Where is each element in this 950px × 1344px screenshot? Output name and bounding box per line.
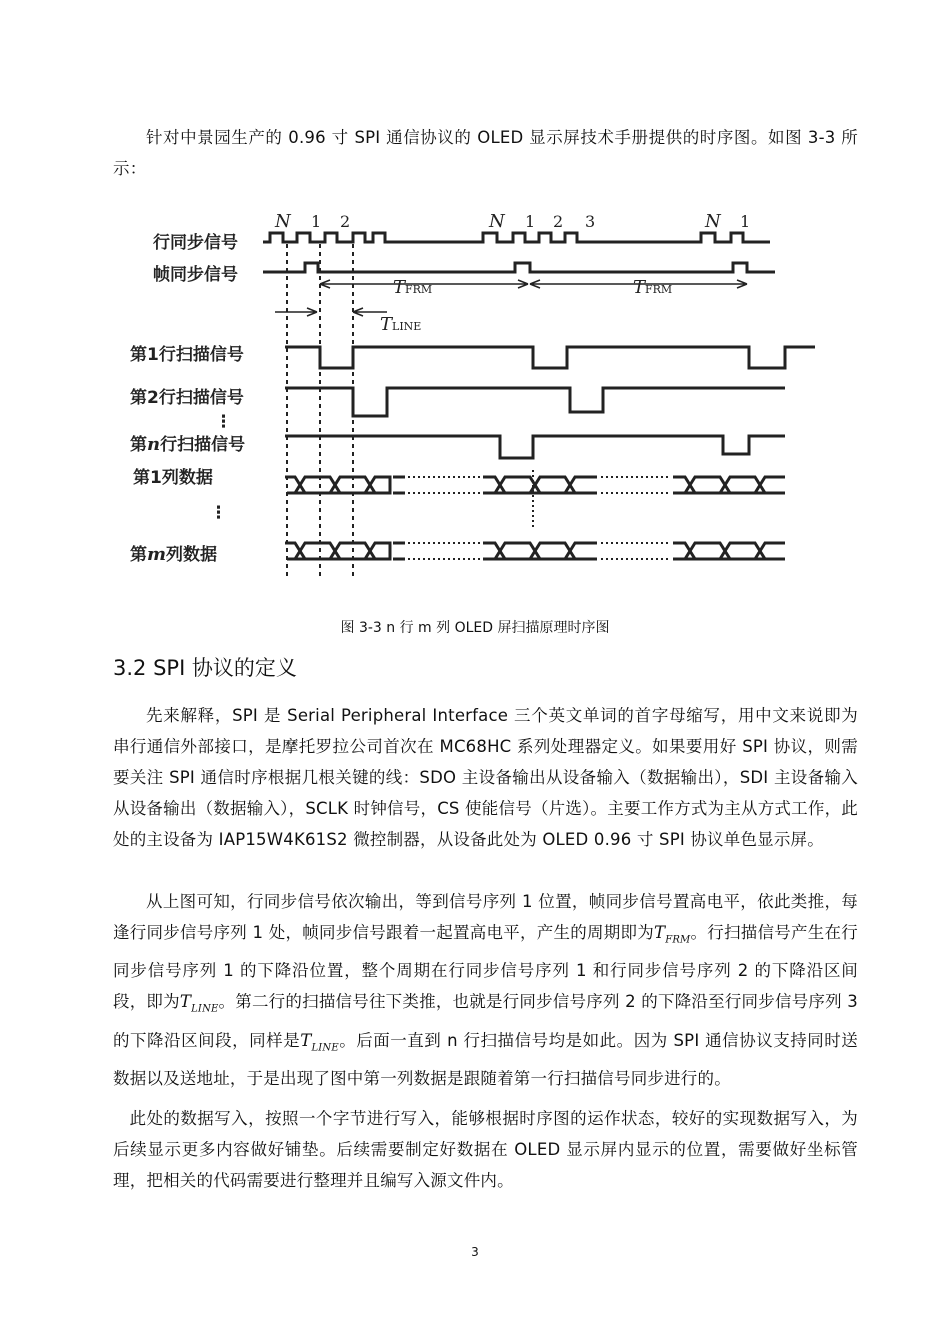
label-rown: 第n行扫描信号 — [130, 434, 246, 455]
rown-waveform — [285, 436, 785, 458]
label-hsync: 行同步信号 — [153, 233, 238, 253]
tfrm-label-2: TFRM — [633, 277, 673, 298]
hsync-waveform — [263, 233, 770, 242]
paragraph-data-writing: 此处的数据写入，按照一个字节进行写入，能够根据时序图的运作状态，较好的实现数据写入，为后续显示更多内容做好铺垫。后续需要制定好数据在 OLED 显示屏内显示的位置，需要做好坐标管理，把相关的代码需要进行整理并且编写入源文件内。 — [113, 1109, 858, 1190]
figure-caption: 图 3-3 n 行 m 列 OLED 屏扫描原理时序图 — [340, 620, 610, 636]
paragraph-timing-analysis: 从上图可知，行同步信号依次输出，等到信号序列 1 位置，帧同步信号置高电平，依此类推，每逢行同步信号序列 1 处，帧同步信号跟着一起置高电平，产生的周期即为$T_{FRM}$。行扫描信号产生在行同步信号序列 1 的下降沿位置，整个周期在行同步信号序列 1 和行同步信号序列 2 的下降沿区间段，即为$T_{LINE}$。第二行的扫描信号往下类推，也就是行同步信号序列 2 的下降沿至行同步信号序列 3 的下降沿区间段，同样是$T_{LINE}$。后面一直到 n 行扫描信号均是如此。因为 SPI 通信协议支持同时送数据以及送地址，于是出现了图中第一列数据是跟随着第一行扫描信号同步进行的。 — [113, 892, 859, 1088]
colm-waveform — [285, 543, 785, 559]
marker-n-1: N — [275, 211, 291, 232]
marker-n-2: N — [489, 211, 505, 232]
tline-arrow — [275, 308, 387, 316]
marker-n-3: N — [705, 211, 721, 232]
vdots-cols: ⋮ — [210, 503, 227, 523]
intro-paragraph: 针对中景园生产的 0.96 寸 SPI 通信协议的 OLED 显示屏技术手册提供的时序图。如图 3-3 所示： — [113, 128, 858, 178]
marker-2-2: 2 — [553, 212, 564, 231]
label-row2: 第2行扫描信号 — [130, 388, 244, 408]
marker-1-1: 1 — [311, 212, 322, 231]
label-vsync: 帧同步信号 — [153, 265, 238, 285]
col1-waveform — [285, 477, 785, 493]
timing-diagram — [125, 200, 825, 600]
vsync-waveform — [263, 263, 775, 272]
label-row1: 第1行扫描信号 — [130, 345, 244, 365]
marker-1-2: 1 — [525, 212, 536, 231]
vdots-rows: ⋮ — [215, 412, 232, 432]
symbol-tline-1: $T_{LINE}$ — [179, 992, 219, 1015]
symbol-tline-2: $T_{LINE}$ — [300, 1030, 339, 1053]
page-number: 3 — [471, 1245, 479, 1259]
marker-1-3: 1 — [740, 212, 751, 231]
row2-waveform — [285, 388, 785, 416]
marker-3-2: 3 — [585, 212, 596, 231]
tline-label: TLINE — [380, 314, 422, 335]
symbol-tfrm: $T_{FRM}$ — [653, 923, 691, 946]
marker-2-1: 2 — [340, 212, 351, 231]
label-colm: 第m列数据 — [130, 544, 218, 565]
tfrm-label-1: TFRM — [393, 277, 433, 298]
paragraph-spi-definition: 先来解释，SPI 是 Serial Peripheral Interface 三个英文单词的首字母缩写，用中文来说即为串行通信外部接口，是摩托罗拉公司首次在 MC68HC 系列处理器定义。如果要用好 SPI 协议，则需要关注 SPI 通信时序根据几根关键的线：SDO 主设备输出从设备输入（数据输出），SDI 主设备输入从设备输出（数据输入），SCLK 时钟信号，CS 使能信号（片选）。主要工作方式为主从方式工作，此处的主设备为 IAP15W4K61S2 微控制器，从设备此处为 OLED 0.96 寸 SPI 协议单色显示屏。 — [113, 706, 858, 849]
section-heading: 3.2 SPI 协议的定义 — [113, 656, 297, 680]
label-col1: 第1列数据 — [133, 468, 213, 488]
row1-waveform — [285, 347, 815, 368]
